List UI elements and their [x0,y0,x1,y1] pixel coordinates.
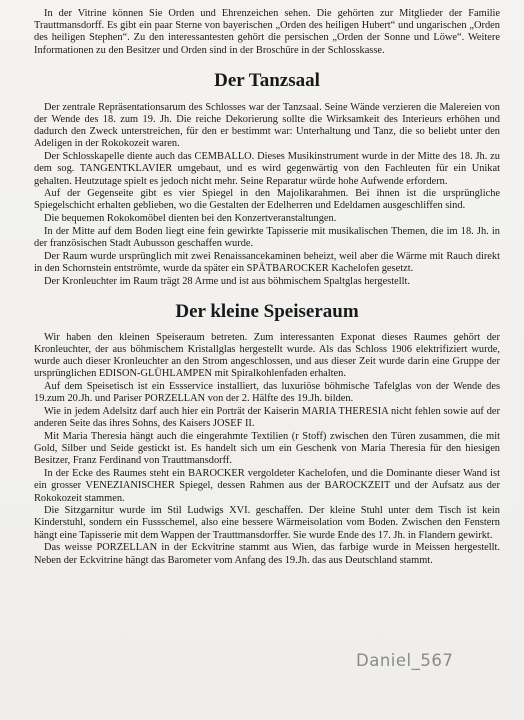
paragraph: Die Sitzgarnitur wurde im Stil Ludwigs XVI. geschaffen. Der kleine Stuhl unter dem Tisch ist kein Kinderstuhl, sondern ein Fussschemel, also eine bessere Wärmeisolation vom Boden. Zwischen den Fenstern hängt eine Tapisserie mit dem Wappen der Trauttmansdorffer. Sie wurde Ende des 17. Jh. in Flandern gewirkt. [34,505,500,541]
paragraph: Wir haben den kleinen Speiseraum betreten. Zum interessanten Exponat dieses Raumes gehört der Kronleuchter, der aus böhmischem Kristallglas hergestellt wurde. Als das Schloss 1906 elektrifiziert wurde, wurde auch dieser Kronleuchter an den Strom angeschlossen, und aus dieser Zeit wurde darin eine Gruppe der ursprünglichen EDISON-GLÜHLAMPEN mit Spiralkohlenfaden erhalten. [34,331,500,380]
paragraph: Auf dem Speisetisch ist ein Essservice installiert, das luxuriöse böhmische Tafelglas von der Wende des 19.zum 20.Jh. und Pariser PORZELLAN von der 2. Hälfte des 19.Jh. bilden. [34,381,500,405]
paragraph: Mit Maria Theresia hängt auch die eingerahmte Textilien (r Stoff) zwischen den Türen zusammen, die mit Gold, Silber und Seide gestickt ist. Es handelt sich um ein Geschenk von Maria Theresia für den hiesigen Besitzer, Franz Ferdinand von Trauttmansdorff. [34,430,500,467]
heading-tanzsaal: Der Tanzsaal [214,69,320,91]
watermark: Daniel_567 [356,651,454,670]
paragraph: In der Mitte auf dem Boden liegt eine fein gewirkte Tapisserie mit musikalischen Themen, die im 18. Jh. in der französischen Stadt Aubusson geschaffen wurde. [34,225,500,250]
section-kleiner-speiseraum [34,332,500,567]
paragraph: Der Kronleuchter im Raum trägt 28 Arme und ist aus böhmischem Spaltglas hergestellt. [44,275,411,287]
paragraph: In der Ecke des Raumes steht ein BAROCKER vergoldeter Kachelofen, und die Dominante dieser Wand ist ein grosser VENEZIANISCHER Spiegel, dessen Rahmen aus der BAROCKZEIT und der Aufsatz aus der Rokokozeit stammen. [34,468,500,504]
heading-kleiner-speiseraum: Der kleine Speiseraum [175,300,359,322]
paragraph: Auf der Gegenseite gibt es vier Spiegel in den Majolikarahmen. Bei ihnen ist die ursprüngliche Spiegelschicht erhalten geblieben, wo die Gestalten der Edelherren und Edeldamen ausgeschliffen sind. [34,188,500,212]
paragraph: Die bequemen Rokokomöbel dienten bei den Konzertveranstaltungen. [44,213,337,225]
paragraph: Wie in jedem Adelsitz darf auch hier ein Porträt der Kaiserin MARIA THERESIA nicht fehlen sowie auf der anderen Seite das ihres Sohns, des Kaisers JOSEF II. [34,406,500,430]
paragraph: Das weisse PORZELLAN in der Eckvitrine stammt aus Wien, das farbige wurde in Meissen hergestellt. Neben der Eckvitrine hängt das Barometer vom Anfang des 19.Jh. das aus Deutschland stammt. [34,542,500,566]
paragraph: Der Raum wurde ursprünglich mit zwei Renaissancekaminen beheizt, weil aber die Wärme mit Rauch direkt in den Schornstein entströmte, wurde da später ein SPÄTBAROCKER Kachelofen gesetzt. [34,250,500,274]
paragraph: Der zentrale Repräsentationsarum des Schlosses war der Tanzsaal. Seine Wände verzieren die Malereien von der Wende des 18. zum 19. Jh. Die reiche Dekorierung sollte die Wirksamkeit des Interieurs erhöhen und dadurch den Zweck unterstreichen, für den er bestimmt war: Unterhaltung und Tanz, die so beliebt unter den Adeligen in der Rokokozeit waren. [34,101,500,150]
section-tanzsaal [34,102,500,288]
intro-paragraph: In der Vitrine können Sie Orden und Ehrenzeichen sehen. Die gehörten zur Mitglieder der Familie Trauttmansdorff. Es gibt ein paar Sterne von bayerischen „Orden des heiligen Hubert“ und ungarischen „Orden des heiligen Stephen“. Zu den interessantesten gehört die persischen „Orden der Sonne und Löwe“. Weitere Informationen zu den Besitzer und Orden sind in der Broschüre in der Schlosskasse. [34,8,500,56]
paragraph: Der Schlosskapelle diente auch das CEMBALLO. Dieses Musikinstrument wurde in der Mitte des 18. Jh. zu dem sog. TANGENTKLAVIER umgebaut, und es wird gegenwärtig von den Fachleuten für ein Unikat gehalten. Heutzutage spielt es jedoch nicht mehr. Seine Reparatur würde hohe Aufwende erfordern. [34,151,500,187]
